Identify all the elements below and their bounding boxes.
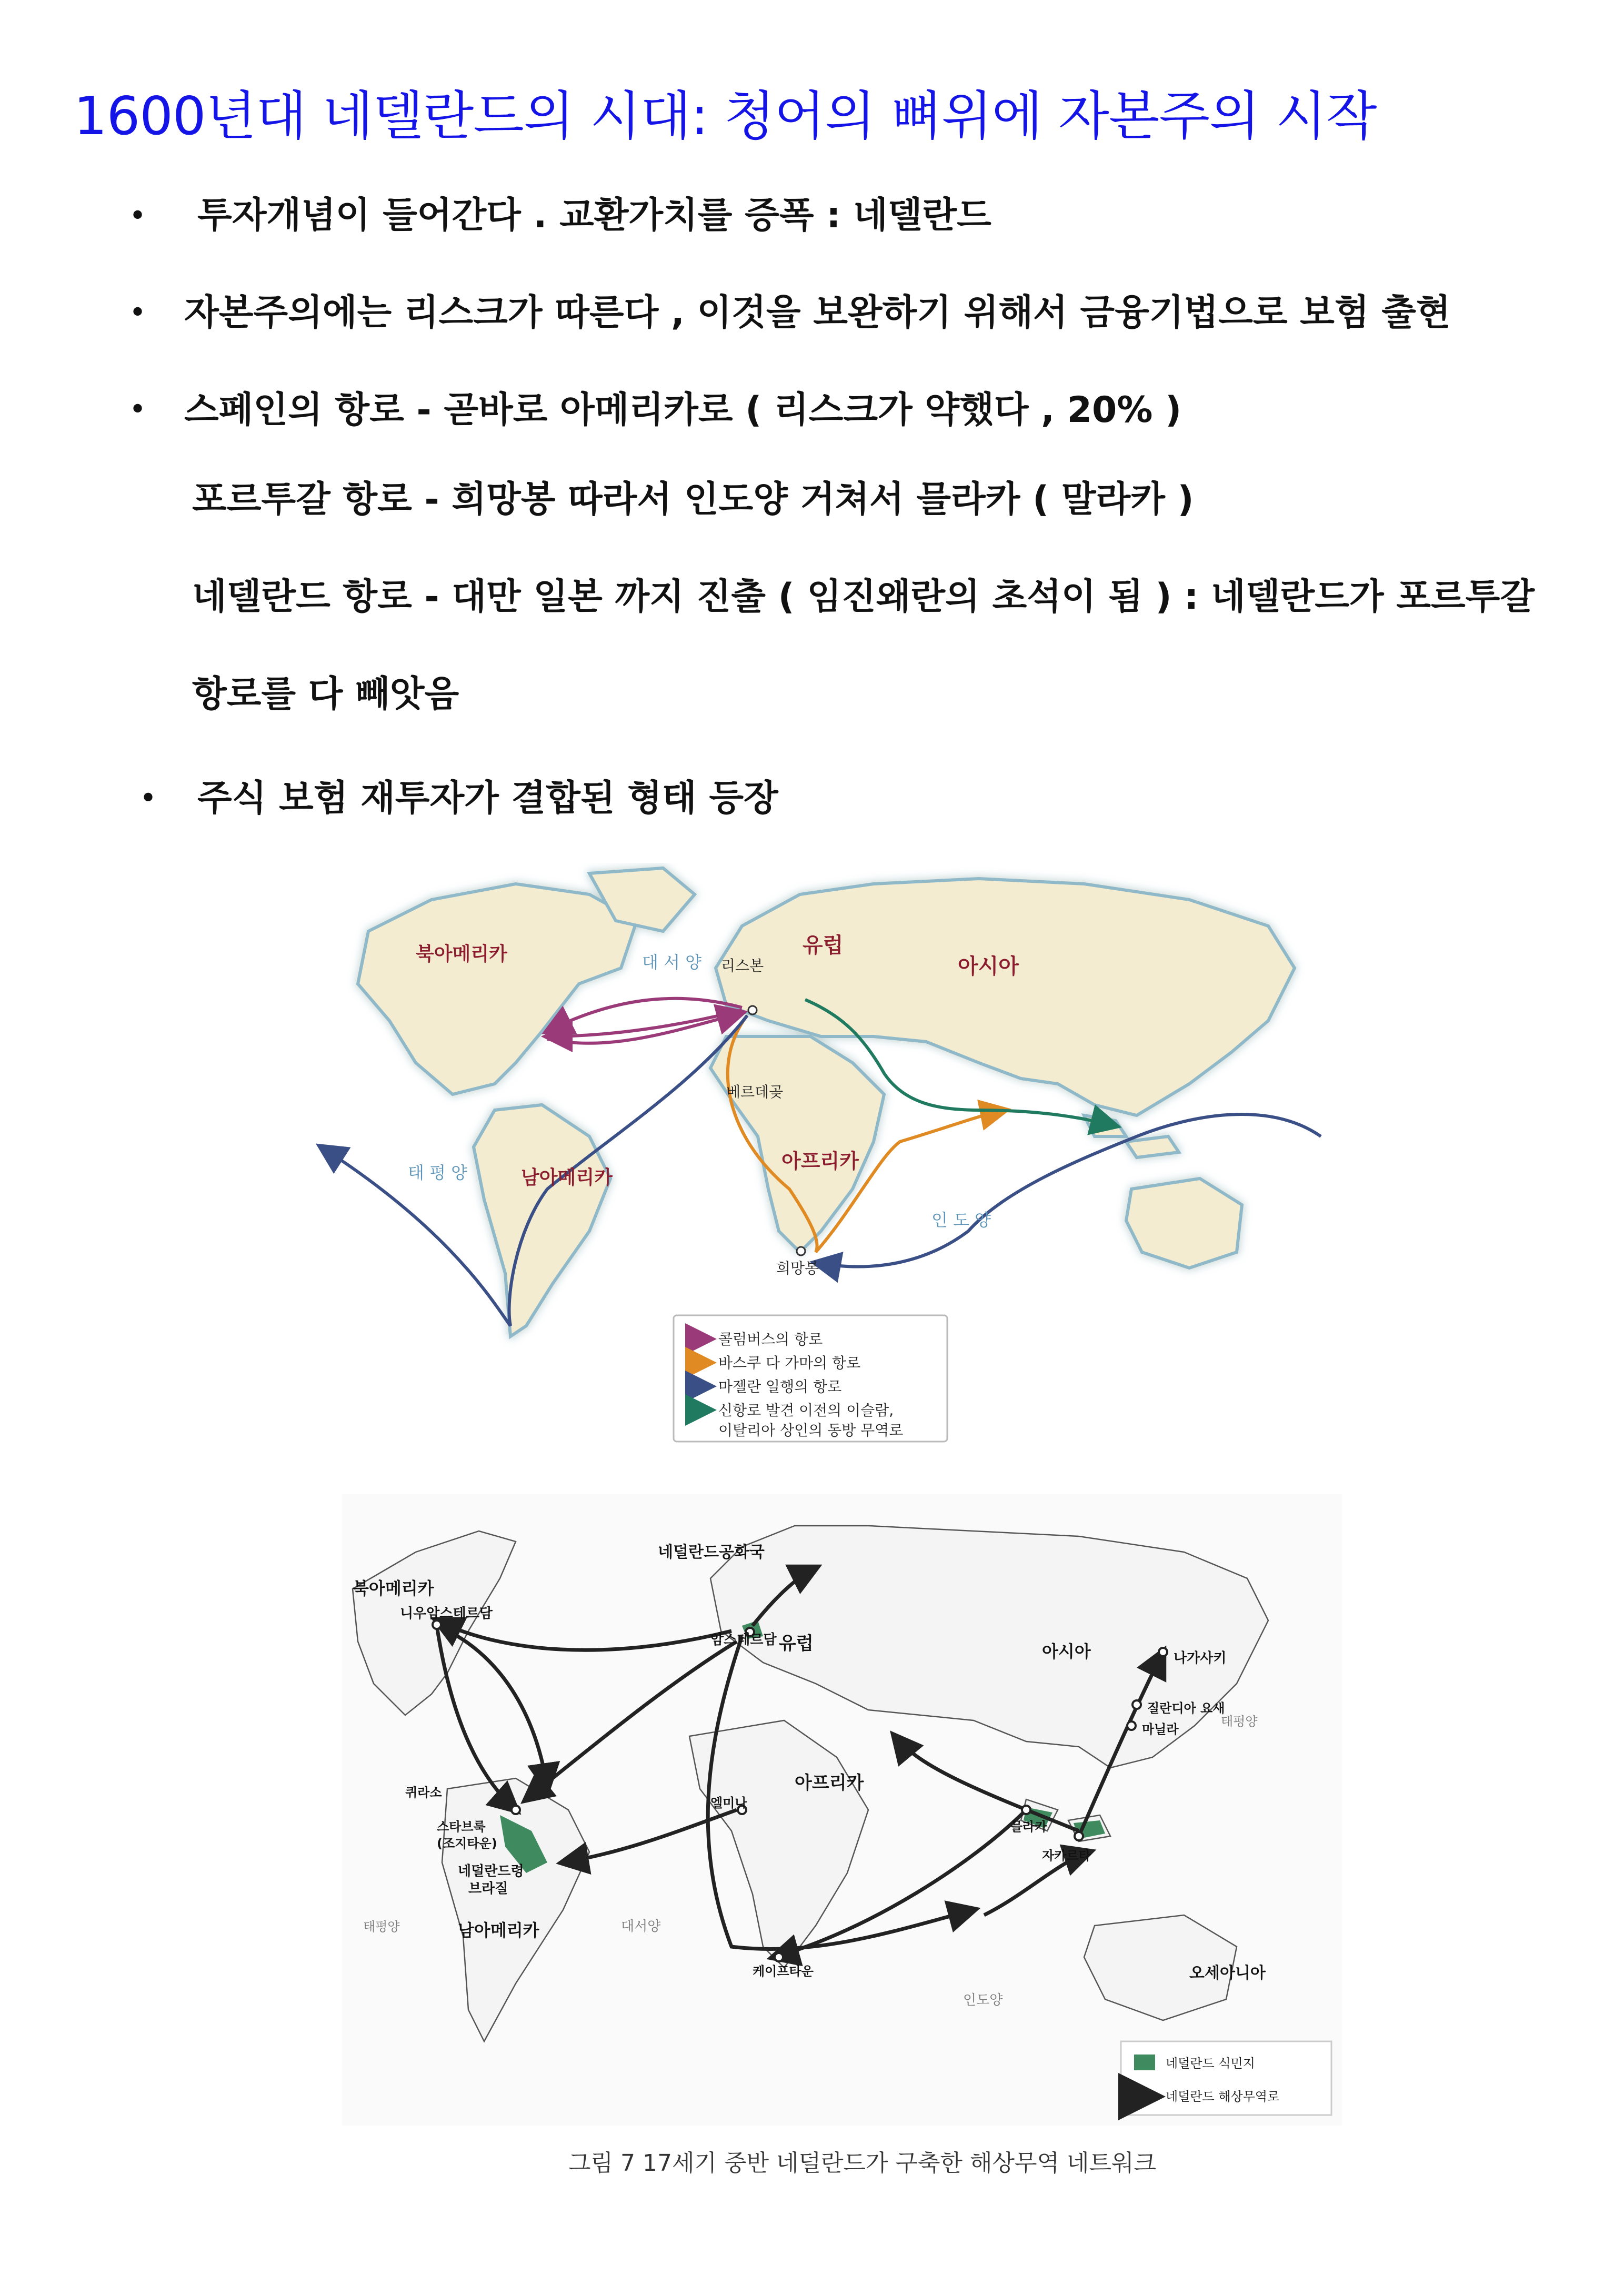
label-stabroek: 스타브룩 — [437, 1819, 486, 1834]
label-europe: 유럽 — [779, 1633, 814, 1654]
label-malacca: 믈라카 — [1010, 1819, 1047, 1834]
page-title: 1600년대 네델란드의 시대: 청어의 뼈위에 자본주의 시작 — [74, 85, 1377, 147]
columbus-route — [547, 999, 742, 1031]
exploration-routes-map — [295, 863, 1347, 1447]
legend-columbus: 콜럼버스의 항로 — [718, 1331, 823, 1348]
label-atlantic: 대서양 — [621, 1919, 661, 1935]
bullet-spain-route: 스페인의 항로 - 곧바로 아메리카로 ( 리스크가 약했다 , 20% ) — [184, 389, 1182, 431]
line-dutch-route: 네델란드 항로 - 대만 일본 까지 진출 ( 임진왜란의 초석이 됨 ) : 네델란드가 포르투갈 — [192, 576, 1535, 618]
legend-colony: 네덜란드 식민지 — [1166, 2056, 1255, 2071]
label-dutch-republic: 네덜란드공화국 — [658, 1543, 765, 1562]
label-pacific-right: 태평양 — [1221, 1714, 1258, 1729]
label-pacific: 태 평 양 — [408, 1163, 468, 1183]
cape-marker — [797, 1247, 805, 1255]
legend-eastern-trade: 신항로 발견 이전의 이슬람, — [718, 1402, 894, 1419]
label-georgetown: (조지타운) — [437, 1836, 497, 1851]
bullet-risk: 자본주의에는 리스크가 따른다 , 이것을 보완하기 위해서 금융기법으로 보험 출현 — [184, 292, 1451, 334]
legend-da-gama: 바스쿠 다 가마의 항로 — [718, 1354, 861, 1372]
magellan-route — [816, 1114, 1321, 1266]
columbus-route — [547, 1010, 742, 1036]
lisbon-marker — [748, 1006, 757, 1014]
label-dutch-brazil-1: 네덜란드령 — [458, 1864, 524, 1879]
label-asia: 아시아 — [958, 954, 1019, 979]
label-lisbon: 리스본 — [721, 957, 764, 974]
label-africa: 아프리카 — [795, 1773, 864, 1794]
line-dutch-route-cont: 항로를 다 빼앗음 — [192, 673, 459, 715]
label-cape-town: 케이프타운 — [753, 1964, 814, 1979]
label-africa: 아프리카 — [781, 1150, 859, 1173]
label-elmina: 엘미나 — [710, 1796, 747, 1810]
label-indian: 인도양 — [963, 1992, 1003, 2008]
dutch-trade-network-map — [342, 1494, 1342, 2126]
label-curacao: 퀴라소 — [405, 1785, 442, 1800]
label-jakarta: 자카르타 — [1042, 1848, 1091, 1863]
label-amsterdam: 암스테르담 — [710, 1632, 777, 1648]
label-north-america: 북아메리카 — [416, 943, 507, 965]
label-nagasaki: 나가사키 — [1174, 1650, 1227, 1666]
bullet-investment: 투자개념이 들어간다 . 교환가치를 증폭 : 네델란드 — [197, 195, 991, 236]
label-north-america: 북아메리카 — [353, 1578, 434, 1598]
label-zeelandia: 질란디아 요새 — [1147, 1701, 1225, 1716]
label-asia: 아시아 — [1042, 1642, 1091, 1661]
map-caption: 그림 7 17세기 중반 네덜란드가 구축한 해상무역 네트워크 — [568, 2150, 1156, 2177]
map1-legend — [674, 1315, 947, 1442]
label-oceania: 오세아니아 — [1189, 1964, 1266, 1982]
label-indian: 인 도 양 — [931, 1210, 991, 1230]
legend-eastern-trade-cont: 이탈리아 상인의 동방 무역로 — [718, 1422, 904, 1439]
label-south-america: 남아메리카 — [458, 1920, 539, 1940]
label-cape-verde: 베르데곶 — [726, 1083, 784, 1101]
label-cape-good-hope: 희망봉 — [776, 1260, 819, 1277]
bullet-marker: • — [129, 296, 147, 330]
label-south-america: 남아메리카 — [521, 1167, 613, 1189]
bullet-stock-insurance: 주식 보험 재투자가 결합된 형태 등장 — [197, 778, 778, 819]
map2-legend — [1121, 2041, 1331, 2115]
legend-magellan: 마젤란 일행의 항로 — [718, 1378, 842, 1395]
bullet-marker: • — [129, 199, 147, 233]
label-manila: 마닐라 — [1142, 1722, 1179, 1737]
label-pacific-left: 태평양 — [363, 1919, 400, 1934]
label-atlantic: 대 서 양 — [642, 952, 702, 972]
bullet-marker: • — [129, 392, 147, 427]
label-new-amsterdam: 니우암스테르담 — [400, 1606, 493, 1622]
legend-trade-route: 네덜란드 해상무역로 — [1166, 2089, 1280, 2104]
label-dutch-brazil-2: 브라질 — [468, 1881, 508, 1897]
line-portugal-route: 포르투갈 항로 - 희망봉 따라서 인도양 거쳐서 믈라카 ( 말라카 ) — [192, 479, 1194, 520]
bullet-marker: • — [139, 781, 157, 815]
label-europe: 유럽 — [803, 933, 844, 958]
